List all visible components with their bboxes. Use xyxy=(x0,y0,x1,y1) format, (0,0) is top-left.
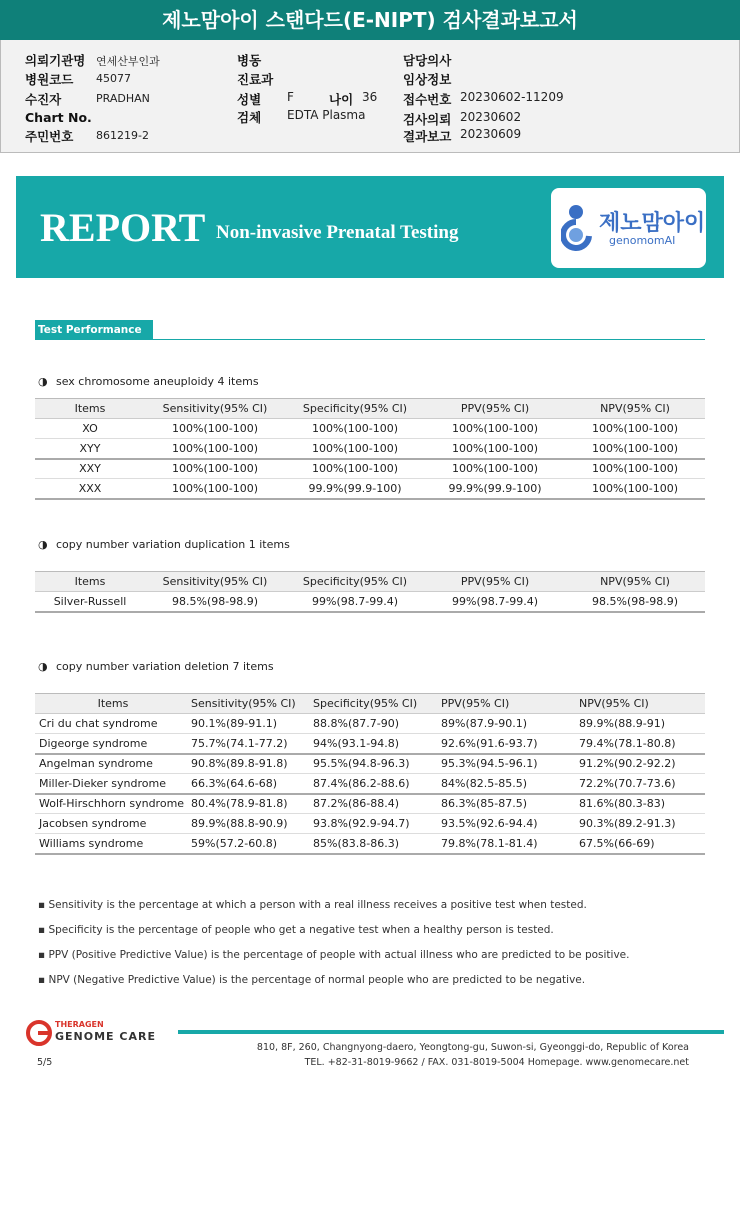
sex-value: F xyxy=(287,90,294,104)
table-cell: 99%(98.7-99.4) xyxy=(425,592,565,612)
receipt-value: 20230602-11209 xyxy=(460,90,564,104)
table-cell: 100%(100-100) xyxy=(145,479,285,499)
performance-table xyxy=(35,571,705,613)
age-value: 36 xyxy=(362,90,378,104)
table-row xyxy=(35,834,705,854)
column-header: PPV(95% CI) xyxy=(437,694,575,714)
half-circle-icon: ◑ xyxy=(38,660,48,673)
patient-info-panel xyxy=(0,40,740,153)
report-date-value: 20230609 xyxy=(460,127,522,141)
column-header: NPV(95% CI) xyxy=(565,572,705,592)
column-header: Specificity(95% CI) xyxy=(285,399,425,419)
table-cell: 79.4%(78.1-80.8) xyxy=(575,734,705,754)
logo-theragen: THERAGEN xyxy=(55,1020,104,1029)
half-circle-icon: ◑ xyxy=(38,375,48,388)
logo-genome-care: GENOME CARE xyxy=(55,1030,156,1043)
table-cell: 75.7%(74.1-77.2) xyxy=(187,734,309,754)
footer-address: 810, 8F, 260, Changnyong-daero, Yeongtong-gu, Suwon-si, Gyeonggi-do, Republic of Korea xyxy=(256,1042,689,1053)
table-cell: 87.2%(86-88.4) xyxy=(309,794,437,814)
table-row xyxy=(35,814,705,834)
table-row xyxy=(35,774,705,794)
table-cell: 85%(83.8-86.3) xyxy=(309,834,437,854)
table-cell: 100%(100-100) xyxy=(145,459,285,479)
definition-note xyxy=(38,974,585,986)
bullet-icon: ▪ xyxy=(38,924,49,936)
table-cell: Williams syndrome xyxy=(35,834,187,854)
table-header xyxy=(35,572,705,592)
column-header: NPV(95% CI) xyxy=(575,694,705,714)
section-divider xyxy=(35,339,705,340)
table-cell: XXY xyxy=(35,459,145,479)
note-text: NPV (Negative Predictive Value) is the percentage of normal people who are predicted to be negative. xyxy=(48,974,586,986)
bullet-icon: ▪ xyxy=(38,949,49,961)
table-cell: 92.6%(91.6-93.7) xyxy=(437,734,575,754)
table-cell: 89.9%(88.9-91) xyxy=(575,714,705,734)
column-header: Specificity(95% CI) xyxy=(309,694,437,714)
column-header: Sensitivity(95% CI) xyxy=(187,694,309,714)
table-cell: 90.3%(89.2-91.3) xyxy=(575,814,705,834)
report-banner xyxy=(16,176,724,278)
table-cell: 100%(100-100) xyxy=(145,439,285,459)
table-cell: XO xyxy=(35,419,145,439)
table-row xyxy=(35,592,705,612)
table-cell: 100%(100-100) xyxy=(565,479,705,499)
table-header xyxy=(35,399,705,419)
note-text: Sensitivity is the percentage at which a person with a real illness receives a positive test when tested. xyxy=(48,899,587,911)
section-heading xyxy=(38,538,290,551)
hospital-code-value: 45077 xyxy=(96,72,131,85)
note-text: PPV (Positive Predictive Value) is the percentage of people with actual illness who are predicted to be positive. xyxy=(48,949,630,961)
table-cell: 100%(100-100) xyxy=(285,419,425,439)
table-cell: 93.5%(92.6-94.4) xyxy=(437,814,575,834)
hospital-code-label: 병원코드 xyxy=(25,72,74,87)
table-cell: 100%(100-100) xyxy=(285,439,425,459)
table-row xyxy=(35,419,705,439)
table-cell: 99.9%(99.9-100) xyxy=(425,479,565,499)
table-cell: 88.8%(87.7-90) xyxy=(309,714,437,734)
table-cell: Digeorge syndrome xyxy=(35,734,187,754)
table-cell: 66.3%(64.6-68) xyxy=(187,774,309,794)
table-cell: 89.9%(88.8-90.9) xyxy=(187,814,309,834)
chart-no-label: Chart No. xyxy=(25,110,92,125)
table-cell: 93.8%(92.9-94.7) xyxy=(309,814,437,834)
table-cell: 89%(87.9-90.1) xyxy=(437,714,575,734)
table-cell: XXX xyxy=(35,479,145,499)
report-date-label: 결과보고 xyxy=(403,129,452,144)
column-header: Specificity(95% CI) xyxy=(285,572,425,592)
column-header: Sensitivity(95% CI) xyxy=(145,399,285,419)
table-row xyxy=(35,794,705,814)
table-row xyxy=(35,459,705,479)
table-row xyxy=(35,754,705,774)
table-header xyxy=(35,694,705,714)
column-header: Items xyxy=(35,694,187,714)
theragen-g-icon xyxy=(25,1019,53,1047)
table-cell: 98.5%(98-98.9) xyxy=(145,592,285,612)
id-label: 주민번호 xyxy=(25,129,74,144)
bullet-icon: ▪ xyxy=(38,899,49,911)
footer-line xyxy=(178,1030,724,1034)
page-number: 5/5 xyxy=(37,1057,53,1068)
table-row xyxy=(35,714,705,734)
request-label: 검사의뢰 xyxy=(403,112,452,127)
table-cell: 79.8%(78.1-81.4) xyxy=(437,834,575,854)
table-cell: 100%(100-100) xyxy=(425,419,565,439)
ward-label: 병동 xyxy=(237,53,262,68)
column-header: NPV(95% CI) xyxy=(565,399,705,419)
table-cell: 86.3%(85-87.5) xyxy=(437,794,575,814)
table-row xyxy=(35,479,705,499)
logo-korean: 제노맘아이 xyxy=(599,211,706,236)
table-cell: 72.2%(70.7-73.6) xyxy=(575,774,705,794)
age-label: 나이 xyxy=(329,92,354,107)
table-cell: 100%(100-100) xyxy=(145,419,285,439)
table-cell: 95.3%(94.5-96.1) xyxy=(437,754,575,774)
table-cell: 99%(98.7-99.4) xyxy=(285,592,425,612)
column-header: Sensitivity(95% CI) xyxy=(145,572,285,592)
table-cell: 99.9%(99.9-100) xyxy=(285,479,425,499)
specimen-label: 검체 xyxy=(237,110,262,125)
genomom-logo xyxy=(551,188,706,268)
request-value: 20230602 xyxy=(460,110,522,124)
receipt-label: 접수번호 xyxy=(403,92,452,107)
table-cell: 100%(100-100) xyxy=(285,459,425,479)
table-cell: 100%(100-100) xyxy=(565,439,705,459)
patient-value: PRADHAN xyxy=(96,92,150,105)
table-cell: XYY xyxy=(35,439,145,459)
specimen-value: EDTA Plasma xyxy=(287,108,366,122)
table-cell: Miller-Dieker syndrome xyxy=(35,774,187,794)
table-cell: Angelman syndrome xyxy=(35,754,187,774)
dept-label: 진료과 xyxy=(237,72,274,87)
table-row xyxy=(35,439,705,459)
institution-label: 의뢰기관명 xyxy=(25,53,86,68)
table-cell: 67.5%(66-69) xyxy=(575,834,705,854)
section-heading xyxy=(38,660,274,673)
table-cell: Wolf-Hirschhorn syndrome xyxy=(35,794,187,814)
table-cell: Silver-Russell xyxy=(35,592,145,612)
banner-title: REPORT xyxy=(40,205,206,250)
doctor-label: 담당의사 xyxy=(403,53,452,68)
definition-note xyxy=(38,949,629,961)
column-header: Items xyxy=(35,572,145,592)
table-cell: 87.4%(86.2-88.6) xyxy=(309,774,437,794)
institution-value: 연세산부인과 xyxy=(96,55,160,68)
report-title: 제노맘아이 스탠다드(E-NIPT) 검사결과보고서 xyxy=(0,0,740,40)
table-cell: 100%(100-100) xyxy=(425,439,565,459)
table-cell: Cri du chat syndrome xyxy=(35,714,187,734)
section-heading xyxy=(38,375,259,388)
table-cell: 100%(100-100) xyxy=(425,459,565,479)
table-cell: 90.8%(89.8-91.8) xyxy=(187,754,309,774)
definition-note xyxy=(38,924,554,936)
section-tab-test-performance: Test Performance xyxy=(35,320,153,340)
column-header: Items xyxy=(35,399,145,419)
clinical-label: 임상정보 xyxy=(403,72,452,87)
table-cell: 95.5%(94.8-96.3) xyxy=(309,754,437,774)
table-cell: 59%(57.2-60.8) xyxy=(187,834,309,854)
definition-note xyxy=(38,899,587,911)
table-cell: 91.2%(90.2-92.2) xyxy=(575,754,705,774)
table-cell: 84%(82.5-85.5) xyxy=(437,774,575,794)
table-cell: 98.5%(98-98.9) xyxy=(565,592,705,612)
mother-icon xyxy=(561,204,595,252)
table-cell: Jacobsen syndrome xyxy=(35,814,187,834)
patient-label: 수진자 xyxy=(25,92,62,107)
column-header: PPV(95% CI) xyxy=(425,572,565,592)
theragen-logo xyxy=(25,1019,175,1047)
note-text: Specificity is the percentage of people who get a negative test when a healthy person is tested. xyxy=(48,924,554,936)
performance-table xyxy=(35,398,705,500)
table-cell: 100%(100-100) xyxy=(565,459,705,479)
table-cell: 80.4%(78.9-81.8) xyxy=(187,794,309,814)
sex-label: 성별 xyxy=(237,92,262,107)
bullet-icon: ▪ xyxy=(38,974,49,986)
half-circle-icon: ◑ xyxy=(38,538,48,551)
footer-contact: TEL. +82-31-8019-9662 / FAX. 031-8019-5004 Homepage. www.genomecare.net xyxy=(304,1057,689,1068)
section-title: sex chromosome aneuploidy 4 items xyxy=(56,375,259,388)
banner-subtitle: Non-invasive Prenatal Testing xyxy=(216,222,459,243)
section-title: copy number variation deletion 7 items xyxy=(56,660,274,673)
section-title: copy number variation duplication 1 items xyxy=(56,538,290,551)
logo-english: genomomAI xyxy=(609,234,676,247)
table-cell: 100%(100-100) xyxy=(565,419,705,439)
table-cell: 90.1%(89-91.1) xyxy=(187,714,309,734)
table-cell: 94%(93.1-94.8) xyxy=(309,734,437,754)
table-cell: 81.6%(80.3-83) xyxy=(575,794,705,814)
table-row xyxy=(35,734,705,754)
id-value: 861219-2 xyxy=(96,129,149,142)
column-header: PPV(95% CI) xyxy=(425,399,565,419)
performance-table xyxy=(35,693,705,855)
